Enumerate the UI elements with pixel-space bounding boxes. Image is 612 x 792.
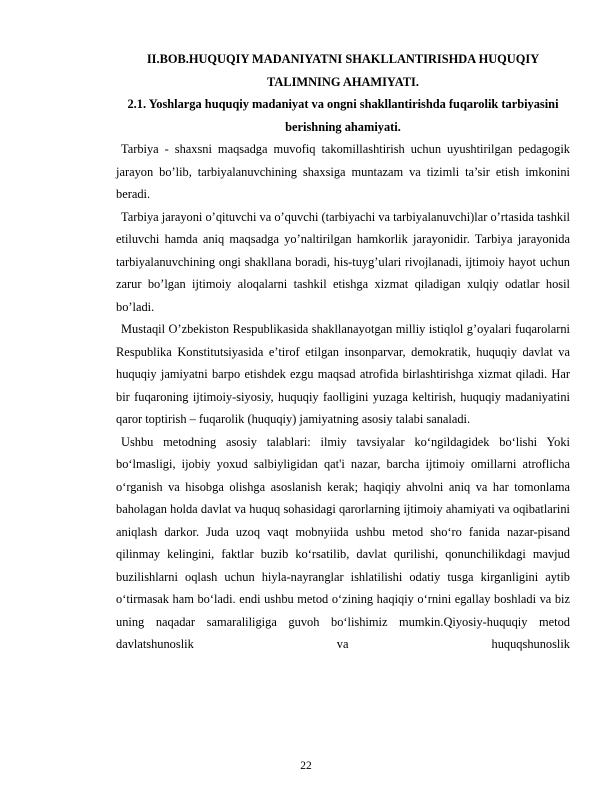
chapter-title: II.BOB.HUQUQIY MADANIYATNI SHAKLLANTIRISHDA HUQUQIY TALIMNING AHAMIYATI. [146, 52, 540, 89]
document-page [116, 48, 570, 656]
paragraph-1: Tarbiya - shaxsni maqsadga muvofiq takomillashtirish uchun uyushtirilgan pedagogik jarayon bo’lib, tarbiyalanuvchining shaxsiga muntazam va tizimli ta’sir etish imkonini beradi. [116, 142, 570, 201]
section-title: 2.1. Yoshlarga huquqiy madaniyat va ongni shakllantirishda fuqarolik tarbiyasini berishning ahamiyati. [127, 97, 559, 134]
paragraph-4: Ushbu metodning asosiy talablari: ilmiy tavsiyalar ko‘ngildagidek bo‘lishi Yoki bo‘lmasligi, ijobiy yoxud salbiyligidan qat'i nazar, barcha ijtimoiy omillarni atroflicha o‘rganish va hisobga olishga asoslanish kerak; haqiqiy ahvolni aniq va har tomonlama baholagan holda davlat va huquq sohasidagi qarorlarning ijtimoiy ahamiyati va oqibatlarini aniqlash darkor. Juda uzoq vaqt mobnyiida ushbu metod sho‘ro fanida nazar-pisand qilinmay kelingini, faktlar buzib ko‘rsatilib, davlat qurilishi, qonunchilikdagi mavjud buzilishlarni oqlash uchun hiyla-nayranglar ishlatilishi odatiy tusga kirganligini aytib o‘tirmasak ham bo‘ladi. endi ushbu metod o‘zining haqiqiy o‘rnini egallay boshladi va biz uning naqadar samaraliligiga guvoh bo‘lishimiz mumkin.Qiyosiy-huquqiy metod davlatshunoslik va huquqshunoslik [116, 434, 570, 651]
paragraph-3: Mustaqil O’zbekiston Respublikasida shakllanayotgan milliy istiqlol g’oyalari fuqarolarni Respublika Konstitutsiyasida e’tirof etilgan insonparvar, demokratik, huquqiy davlat va huquqiy jamiyatni barpo etishdek ezgu maqsad atrofida birlashtirishga xizmat qiladi. Har bir fuqaroning ijtimoiy-siyosiy, huquqiy faolligini yuzaga keltirish, huquqiy madaniyatini qaror toptirish – fuqarolik (huquqiy) jamiyatning asosiy talabi sanaladi. [116, 322, 570, 426]
paragraph-2: Tarbiya jarayoni o’qituvchi va o’quvchi (tarbiyachi va tarbiyalanuvchi)lar o’rtasida tashkil etiluvchi hamda aniq maqsadga yo’naltirilgan hamkorlik jarayonidir. Tarbiya jarayonida tarbiyalanuvchining ongi shakllana boradi, his-tuyg’ulari rivojlanadi, ijtimoiy hayot uchun zarur bo’lgan ijtimoiy aloqalarni tashkil etishga xizmat qiladigan xulqiy odatlar hosil bo’ladi. [116, 209, 570, 314]
page-number: 22 [300, 760, 312, 772]
